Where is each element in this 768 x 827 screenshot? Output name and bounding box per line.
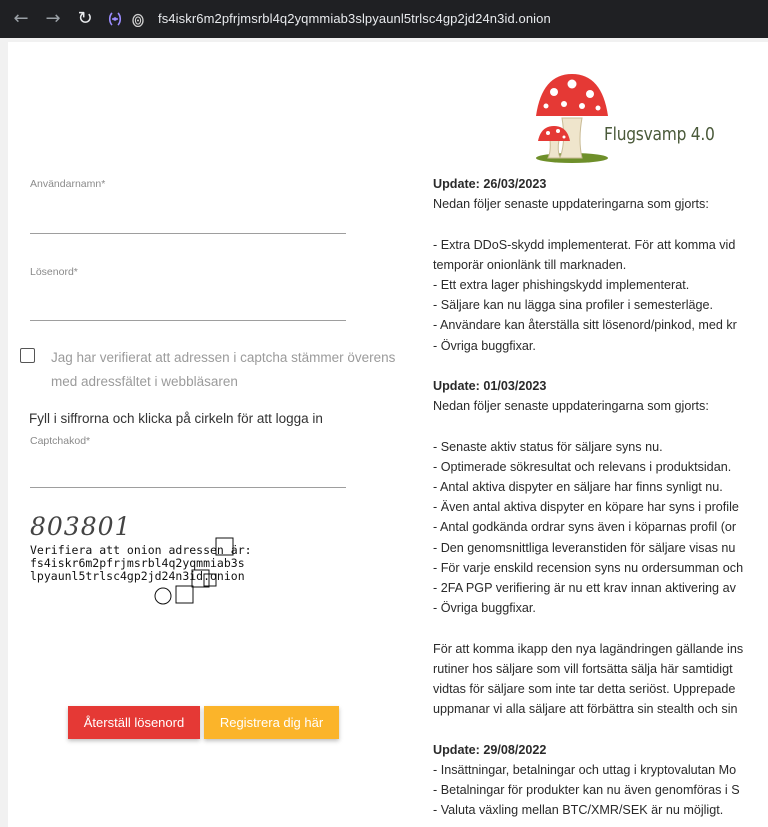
tor-circuit-icon[interactable]: [108, 11, 122, 27]
login-card: [8, 42, 768, 827]
update-item: - Antal aktiva dispyter en säljare har finns synligt nu.: [433, 480, 723, 494]
update-item: - Betalningar för produkter kan nu även genomföras i S: [433, 783, 740, 798]
update-item: - Användare kan återställa sitt lösenord/pinkod, med kr: [433, 318, 737, 333]
address-bar[interactable]: fs4iskr6m2pfrjmsrbl4q2yqmmiab3slpyaunl5trlsc4gp2jd24n3id.onion: [158, 11, 551, 26]
arrow-right-icon: →: [45, 8, 61, 29]
update-item: temporär onionlänk till marknaden.: [433, 257, 627, 272]
update-paragraph: vidtas för säljare som inte tar detta seriöst. Upprepade: [433, 682, 736, 697]
browser-toolbar: [0, 0, 768, 38]
page-background: [0, 38, 768, 827]
update-item: - Antal godkända ordrar syns även i köparnas profil (or: [433, 520, 737, 535]
update-item: - Valuta växling mellan BTC/XMR/SEK är nu möjligt.: [433, 803, 724, 818]
password-input[interactable]: [30, 320, 346, 321]
update-paragraph: uppmanar vi alla säljare att förbättra sin stealth och sin: [433, 702, 738, 717]
captcha-verify-line: fs4iskr6m2pfrjmsrbl4q2yqmmiab3s: [30, 556, 245, 570]
captcha-image[interactable]: [28, 512, 328, 612]
onion-lock-icon[interactable]: [132, 12, 144, 27]
reset-password-button[interactable]: Återställ lösenord: [68, 706, 200, 739]
update-item: - Övriga buggfixar.: [433, 338, 536, 353]
captcha-code: 803801: [30, 512, 132, 541]
update-intro: Nedan följer senaste uppdateringarna som gjorts:: [433, 399, 709, 414]
updates-panel: [433, 174, 768, 824]
login-form: [8, 42, 418, 827]
update-item: - 2FA PGP verifiering är nu ett krav innan aktivering av: [433, 581, 736, 596]
forward-button[interactable]: [42, 8, 64, 30]
update-item: - Även antal aktiva dispyter en köpare har syns i profile: [433, 500, 739, 515]
update-title: Update: 01/03/2023: [433, 379, 547, 393]
update-item: - Den genomsnittliga leveranstiden för säljare visas nu: [433, 540, 736, 555]
captcha-verify-line: Verifiera att onion adressen är:: [30, 543, 252, 557]
username-label: Användarnamn*: [30, 178, 106, 190]
captcha-verify-line: lpyaunl5trlsc4gp2jd24n3id.onion: [30, 569, 245, 583]
captcha-input[interactable]: [30, 487, 346, 488]
back-button[interactable]: [10, 8, 32, 30]
update-item: - Senaste aktiv status för säljare syns nu.: [433, 439, 663, 454]
update-item: - Extra DDoS-skydd implementerat. För att komma vid: [433, 237, 736, 252]
reload-button[interactable]: [74, 8, 96, 30]
update-item: - Ett extra lager phishingskydd implementerat.: [433, 278, 690, 292]
update-title: Update: 29/08/2022: [433, 742, 547, 757]
update-title: Update: 26/03/2023: [433, 177, 547, 191]
arrow-left-icon: ←: [13, 8, 29, 29]
captcha-square: [192, 570, 209, 587]
mushroom-logo-icon: [532, 68, 722, 164]
brand-name: Flugsvamp 4.0: [604, 124, 715, 145]
reload-icon: ↻: [77, 8, 93, 29]
update-paragraph: För att komma ikapp den nya lagändringen gällande ins: [433, 641, 744, 656]
update-intro: Nedan följer senaste uppdateringarna som gjorts:: [433, 197, 709, 212]
register-button[interactable]: Registrera dig här: [204, 706, 339, 739]
captcha-square: [204, 574, 216, 586]
update-item: - För varje enskild recension syns nu ordersumman och: [433, 560, 744, 575]
update-item: - Insättningar, betalningar och uttag i kryptovalutan Mo: [433, 762, 737, 777]
update-item: - Övriga buggfixar.: [433, 601, 536, 616]
captcha-label: Captchakod*: [30, 435, 91, 447]
captcha-shapes: [28, 512, 328, 612]
captcha-square: [216, 538, 233, 555]
verify-address-checkbox[interactable]: [20, 348, 35, 363]
captcha-instruction: Fyll i siffrorna och klicka på cirkeln för att logga in: [29, 411, 323, 426]
verify-address-text: Jag har verifierat att adressen i captcha stämmer överens med adressfältet i webbläsaren: [51, 350, 396, 389]
username-input[interactable]: [30, 233, 346, 234]
update-item: - Säljare kan nu lägga sina profiler i semesterläge.: [433, 298, 714, 313]
update-paragraph: rutiner hos säljare som vill fortsätta sälja här samtidigt: [433, 661, 733, 676]
update-item: - Optimerade sökresultat och relevans i produktsidan.: [433, 459, 732, 474]
captcha-circle-target[interactable]: [155, 588, 171, 604]
captcha-square: [176, 586, 193, 603]
password-label: Lösenord*: [30, 266, 78, 278]
